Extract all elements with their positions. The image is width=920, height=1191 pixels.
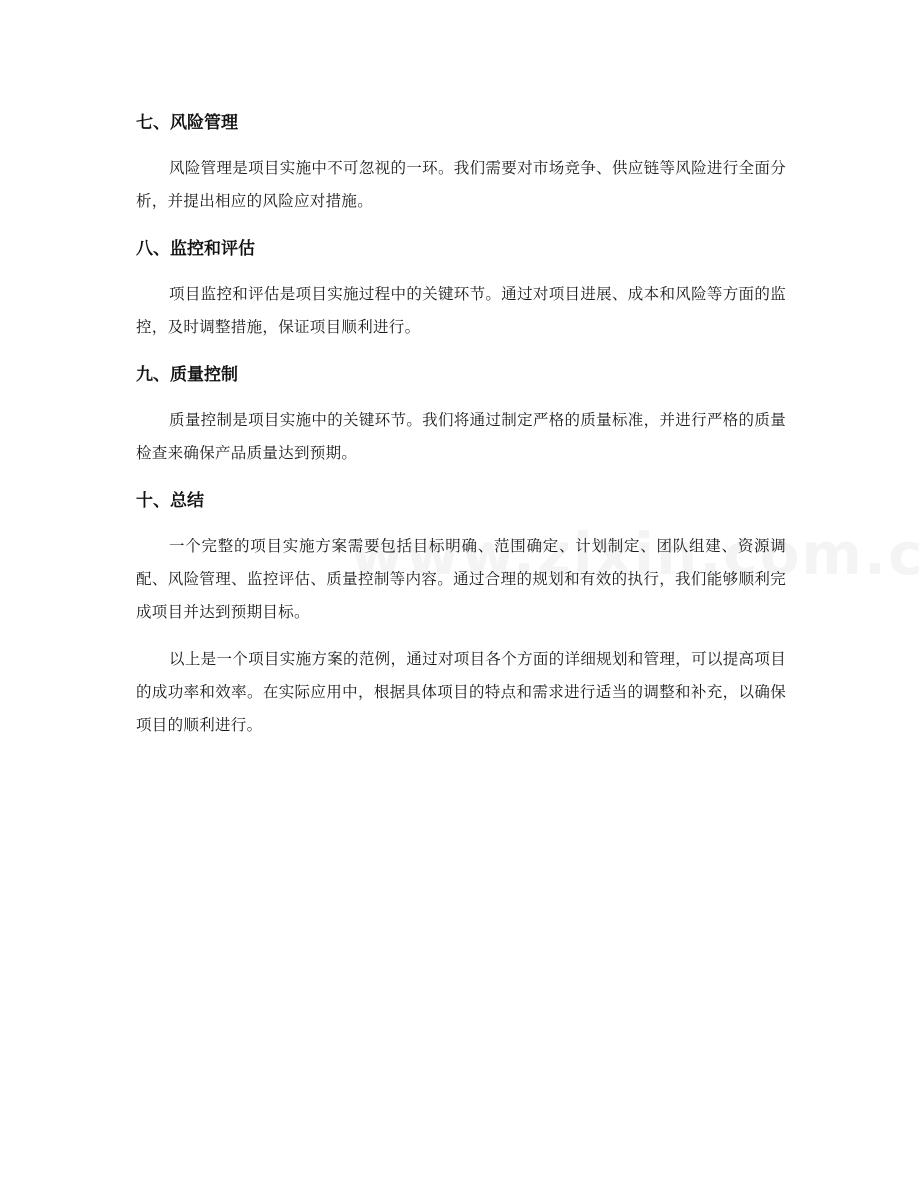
section-summary bbox=[136, 484, 786, 742]
paragraph: 项目监控和评估是项目实施过程中的关键环节。通过对项目进展、成本和风险等方面的监控，及时调整措施，保证项目顺利进行。 bbox=[136, 285, 786, 336]
section-risk-management bbox=[136, 106, 786, 218]
section-heading: 九、质量控制 bbox=[136, 365, 238, 385]
section-heading: 七、风险管理 bbox=[136, 113, 238, 133]
paragraph: 风险管理是项目实施中不可忽视的一环。我们需要对市场竞争、供应链等风险进行全面分析，并提出相应的风险应对措施。 bbox=[136, 159, 786, 210]
paragraph: 质量控制是项目实施中的关键环节。我们将通过制定严格的质量标准，并进行严格的质量检查来确保产品质量达到预期。 bbox=[136, 411, 786, 462]
section-heading: 八、监控和评估 bbox=[136, 239, 255, 259]
section-heading: 十、总结 bbox=[136, 491, 204, 511]
paragraph: 一个完整的项目实施方案需要包括目标明确、范围确定、计划制定、团队组建、资源调配、风险管理、监控评估、质量控制等内容。通过合理的规划和有效的执行，我们能够顺利完成项目并达到预期目标。 bbox=[136, 537, 786, 621]
section-quality-control bbox=[136, 358, 786, 470]
section-monitoring-evaluation bbox=[136, 232, 786, 344]
document-body bbox=[136, 106, 786, 756]
paragraph: 以上是一个项目实施方案的范例，通过对项目各个方面的详细规划和管理，可以提高项目的成功率和效率。在实际应用中，根据具体项目的特点和需求进行适当的调整和补充，以确保项目的顺利进行。 bbox=[136, 650, 786, 734]
